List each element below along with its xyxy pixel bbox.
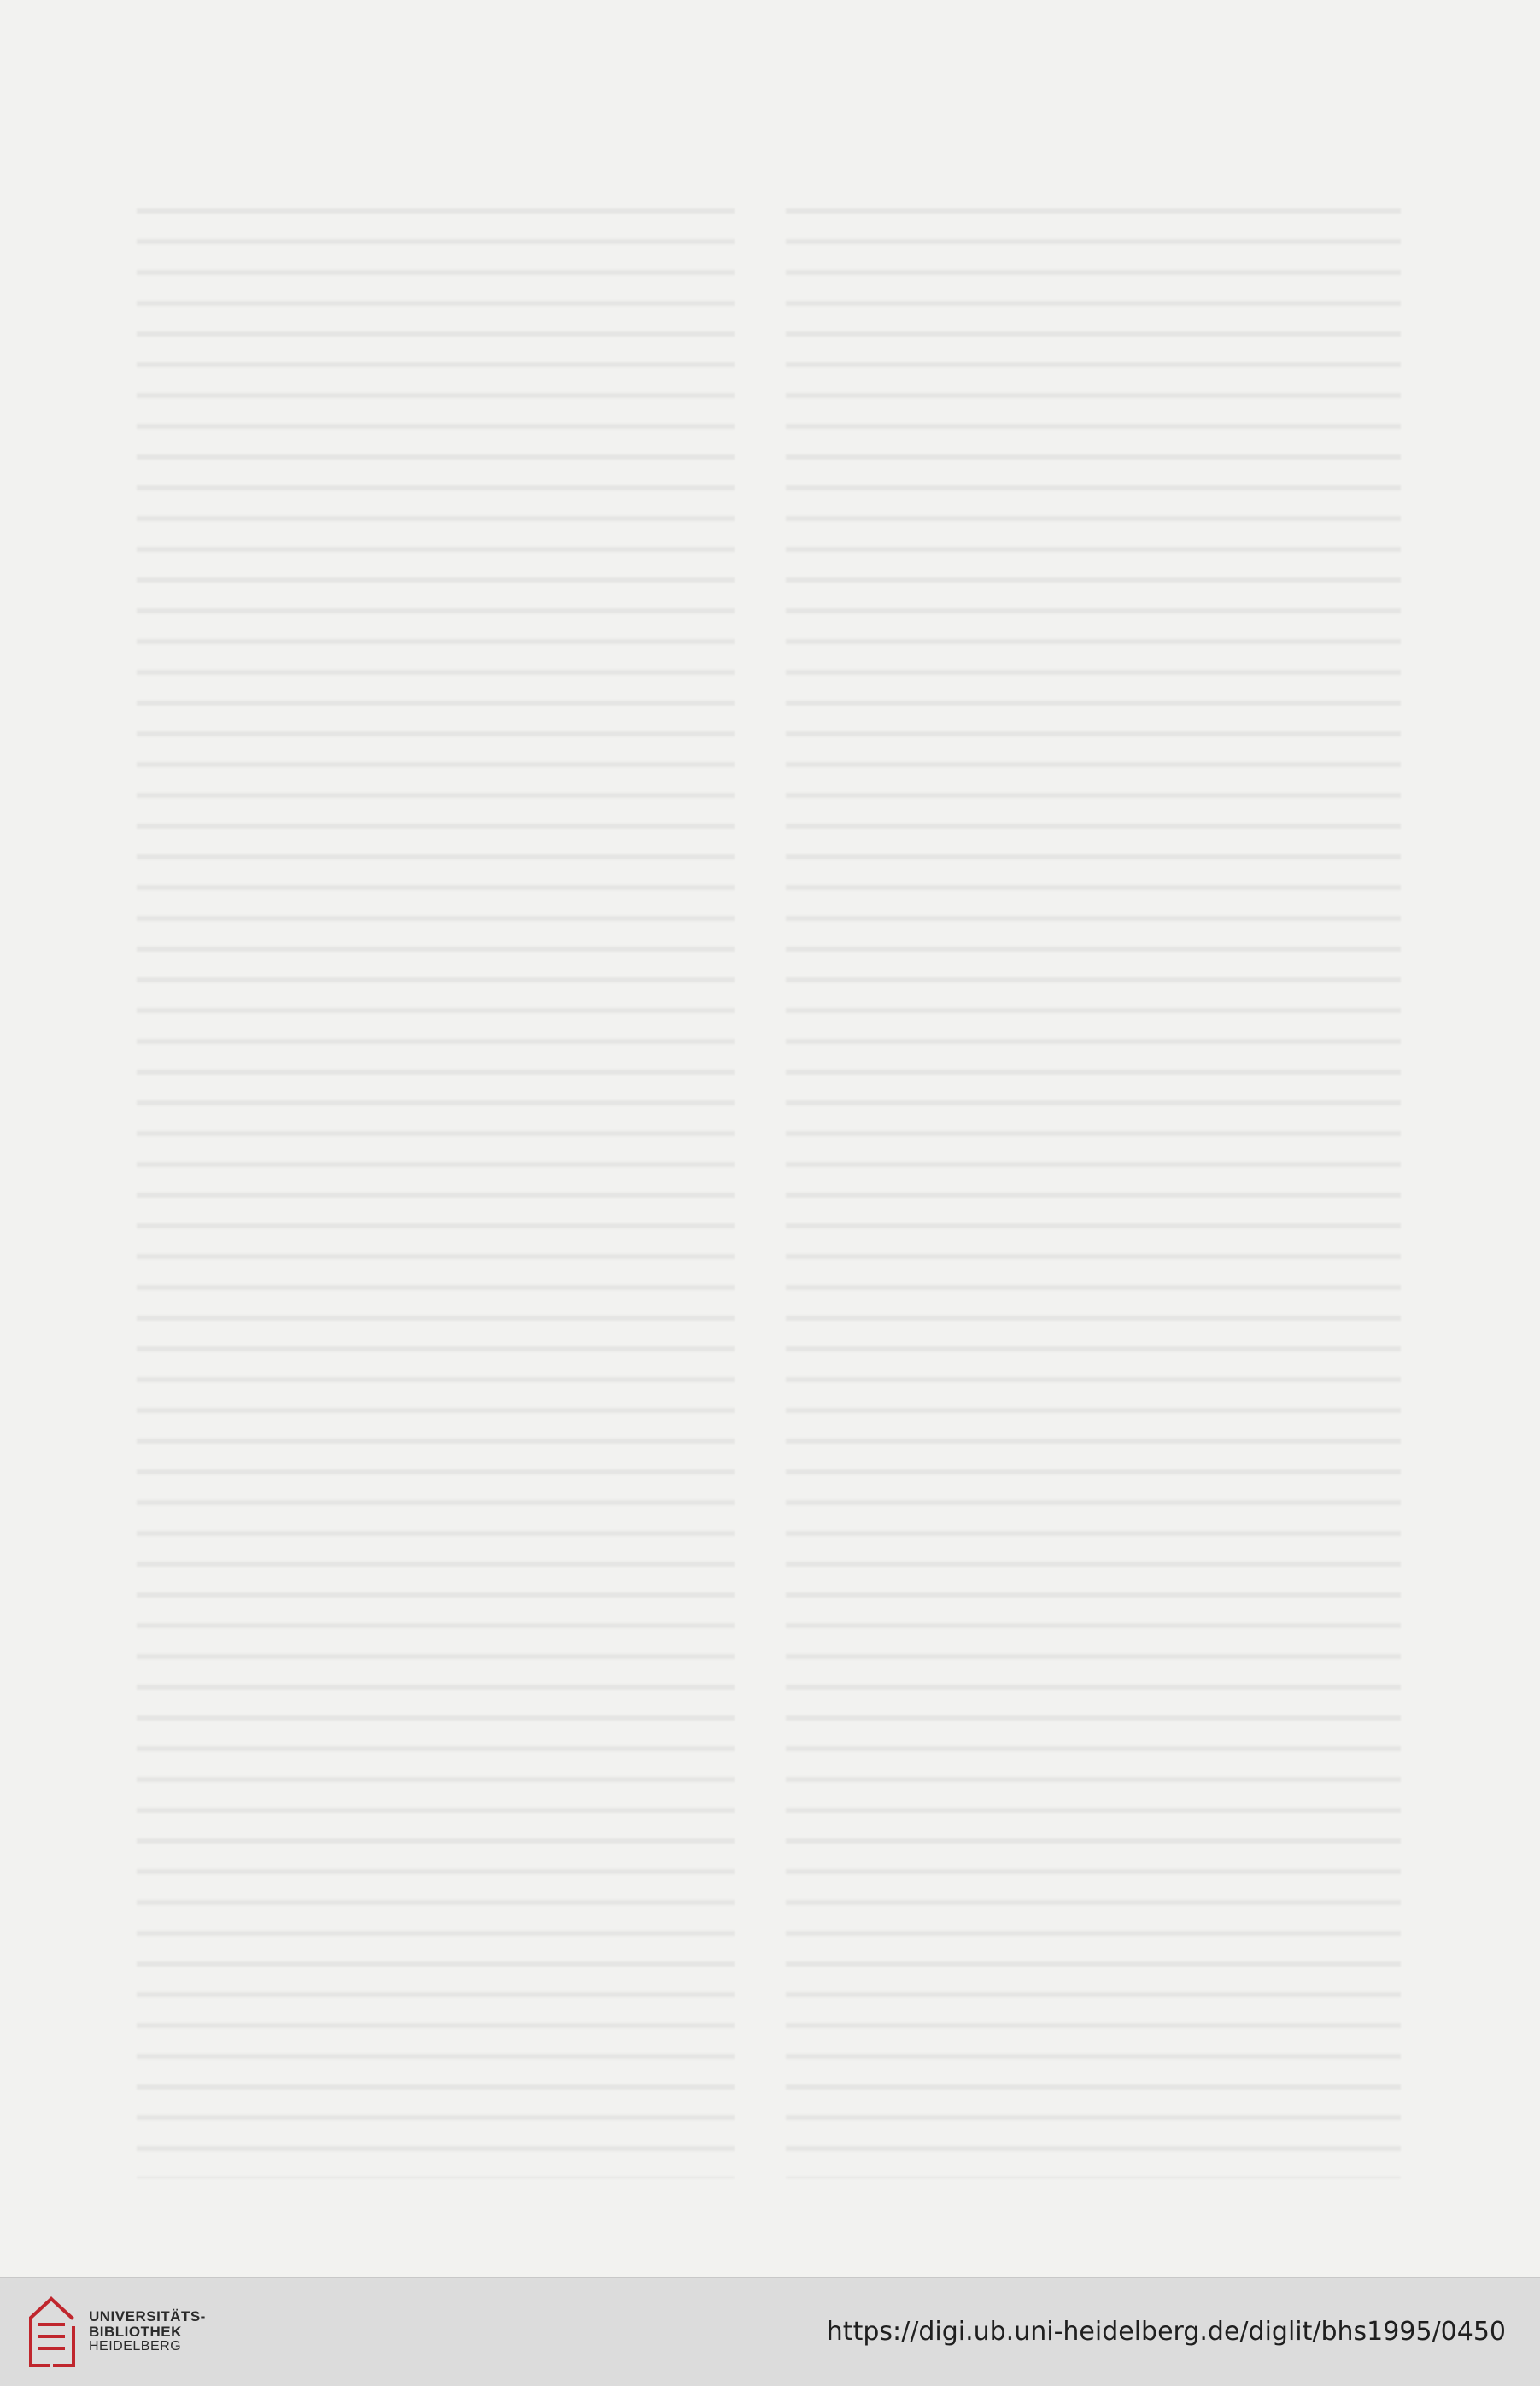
page-text-column-left	[137, 188, 735, 2178]
footer-bar	[0, 2277, 1540, 2386]
permalink-url[interactable]: https://digi.ub.uni-heidelberg.de/diglit/bhs1995/0450	[826, 2317, 1506, 2347]
page-text-column-right	[786, 188, 1401, 2178]
logo-line-3: HEIDELBERG	[89, 2338, 182, 2354]
logo-line-1: UNIVERSITÄTS-	[89, 2308, 206, 2325]
library-logo-text	[89, 2309, 206, 2354]
logo-line-2: BIBLIOTHEK	[89, 2324, 182, 2341]
library-logo-icon	[26, 2294, 79, 2371]
library-logo[interactable]	[26, 2294, 206, 2371]
